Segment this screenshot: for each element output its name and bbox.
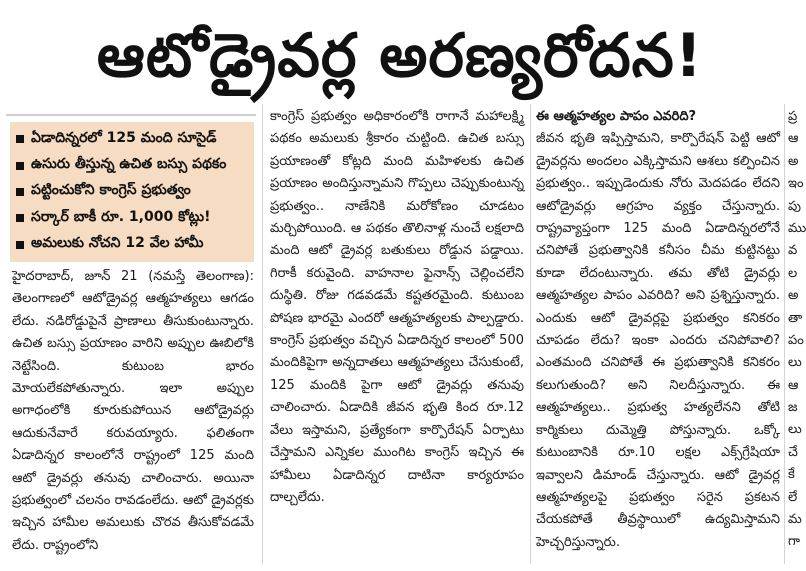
- column-4-fragment: పు: [788, 198, 801, 214]
- divider-rule: [6, 114, 256, 116]
- highlight-text: పట్టించుకోని కాంగ్రెస్ ప్రభుత్వం: [31, 182, 191, 199]
- column-4-fragment: ఇం: [788, 176, 804, 192]
- highlight-item: [16, 232, 248, 258]
- column-4-fragment: గా: [788, 534, 800, 550]
- highlight-text: ఏడాదిన్నరలో 125 మంది సూసైడ్: [31, 129, 217, 146]
- article-column-3: [536, 106, 780, 562]
- highlight-text: సర్కార్ బాకీ రూ. 1,000 కోట్లు!: [31, 208, 211, 225]
- column-3-subheading: ఈ ఆత్మహత్యల పాపం ఎవరిది?: [536, 109, 697, 124]
- column-4-fragment: లే: [788, 489, 798, 505]
- column-4-fragment: ము: [788, 220, 806, 236]
- article-column-1: [12, 266, 254, 566]
- highlight-item: [16, 152, 248, 178]
- highlight-item: [16, 205, 248, 231]
- square-bullet-icon: [16, 241, 24, 249]
- highlight-text: ఉసురు తీస్తున్న ఉచిత బస్సు పథకం: [31, 156, 227, 173]
- column-4-fragment: ప్ర: [788, 109, 798, 124]
- highlights-box: [10, 122, 254, 262]
- column-4-fragment: జ: [788, 400, 798, 416]
- article-column-4-cropped: [788, 106, 806, 562]
- column-4-fragment: ల: [788, 265, 798, 281]
- square-bullet-icon: [16, 162, 24, 170]
- column-divider: [530, 104, 531, 564]
- column-4-fragment: అ: [788, 153, 799, 169]
- column-4-fragment: కే: [788, 467, 795, 483]
- column-divider: [262, 104, 263, 564]
- column-4-fragment: లు: [788, 355, 802, 371]
- column-2-text: కాంగ్రెస్ ప్రభుత్వం అధికారంలోకి రాగానే మహాలక్ష్మి పథకం అమలుకు శ్రీకారం చుట్టింది. ఉచిత బస్సు ప్రయాణంతో కోట్లది మంది మహిళలకు ఉచిత ప్రయాణం అందిస్తున్నామని గొప్పలు చెప్పుకుంటున్న ప్రభుత్వం.. నాణేనికి మరోకోణం చూడటం మర్చిపోయింది. ఆ పథకం తొలినాళ్ల నుంచే లక్షలాది మంది ఆటో డ్రైవర్ల బతుకులు రోడ్డున పడ్డాయి. గిరాకీ కరువైంది. వాహనాల ఫైనాన్స్ చెల్లించలేని దుస్థితి. రోజు గడవడమే కష్టతరమైంది. కుటుంబ పోషణ భారమై ఎందరో ఆత్మహత్యలకు పాల్పడ్డారు. కాంగ్రెస్ ప్రభుత్వం వచ్చిన ఏడాదిన్నర కాలంలో 500 మందికిపైగా అన్నదాతలు ఆత్మహత్యలు చేసుకుంటే, 125 మందికి పైగా ఆటో డ్రైవర్లు తనువు చాలించారు. ఏడాదికి జీవన భృతి కింద రూ.12 వేలు ఇస్తామని, ప్రత్యేకంగా కార్పొరేషన్ ఏర్పాటు చేస్తామని ఎన్నికల ముంగిట కాంగ్రెస్ ఇచ్చిన ఈ హామీలు ఏడాదిన్నర దాటినా కార్యరూపం దాల్చలేదు.: [270, 109, 524, 505]
- headline: ఆటోడ్రైవర్ల అరణ్యరోదన!: [96, 21, 704, 91]
- column-4-fragment: వ: [788, 243, 798, 259]
- highlight-item: [16, 126, 248, 152]
- highlight-item: [16, 179, 248, 205]
- square-bullet-icon: [16, 214, 24, 222]
- square-bullet-icon: [16, 188, 24, 196]
- column-3-text: జీవన భృతి ఇప్పిస్తామని, కార్పొరేషన్ పెట్టి ఆటో డ్రైవర్లను అందలం ఎక్కిస్తామని ఆశలు కల్పించిన ప్రభుత్వం.. ఇప్పుడెందుకు నోరు మెదపడం లేదని ఆటోడ్రైవర్లు ఆగ్రహం వ్యక్తం చేస్తున్నారు. రాష్ట్రవ్యాప్తంగా 125 మంది ఏడాదిన్నరలోనే చనిపోతే ప్రభుత్వానికి కనీసం చీమ కుట్టినట్టు కూడా లేదంటున్నారు. తమ తోటి డ్రైవర్లు ఆత్మహత్యల పాపం ఎవరిది? అని ప్రశ్నిస్తున్నారు. ఎందుకు ఆటో డ్రైవర్లపై ప్రభుత్వం కనికరం చూపడం లేదు? ఇంకా ఎందరు చనిపోవాలి? ఎంతమంది చనిపోతే ఈ ప్రభుత్వానికి కనికరం కలుగుతుంది? అని నిలదీస్తున్నారు. ఈ ఆత్మహత్యలు.. ప్రభుత్వ హత్యలేనని తోటి కార్మికులు దుమ్మెత్తి పోస్తున్నారు. ఒక్కో కుటుంబానికి రూ.10 లక్షల ఎక్స్‌గ్రేషియా ఇవ్వాలని డిమాండ్ చేస్తున్నారు. ఆటో డ్రైవర్ల ఆత్మహత్యలపై ప్రభుత్వం సరైన ప్రకటన చేయకపోతే తీవ్రస్థాయిలో ఉద్యమిస్తామని హెచ్చరిస్తున్నారు.: [536, 131, 780, 550]
- column-4-fragment: ఆ: [788, 131, 799, 147]
- column-4-fragment: పం: [788, 332, 804, 348]
- column-4-fragment: అ: [788, 288, 799, 304]
- column-4-fragment: మ: [788, 512, 802, 528]
- column-4-fragment: చే: [788, 444, 798, 460]
- column-divider: [784, 104, 785, 564]
- square-bullet-icon: [16, 135, 24, 143]
- highlight-text: అమలుకు నోచని 12 వేల హామీ: [31, 235, 204, 252]
- column-4-fragment: లు: [788, 422, 802, 438]
- column-1-text: హైదరాబాద్, జూన్ 21 (నమస్తే తెలంగాణ): తెలంగాణలో ఆటోడ్రైవర్ల ఆత్మహత్యలు ఆగడం లేదు. నడిరోడ్డుపైనే ప్రాణాలు తీసుకుంటున్నారు. ఉచిత బస్సు ప్రయాణం వారిని అప్పుల ఊబిలోకి నెట్టేసింది. కుటుంబ భారం మోయలేకపోతున్నారు. ఇలా అప్పుల అగాధంలోకి కూరుకుపోయిన ఆటోడ్రైవర్లు ఆదుకునేవారే కరువయ్యారు. ఫలితంగా ఏడాదిన్నర కాలంలోనే రాష్ట్రంలో 125 మంది ఆటో డ్రైవర్లు తనువు చాలించారు. అయినా ప్రభుత్వంలో చలనం రావడంలేదు. ఆటో డ్రైవర్లకు ఇచ్చిన హామీల అమలుకు చొరవ తీసుకోవడమే లేదు. రాష్ట్రంలోని: [12, 269, 254, 553]
- column-4-fragment: ఆ: [788, 377, 799, 393]
- article-column-2: [270, 106, 524, 562]
- column-4-fragment: తా: [788, 310, 803, 326]
